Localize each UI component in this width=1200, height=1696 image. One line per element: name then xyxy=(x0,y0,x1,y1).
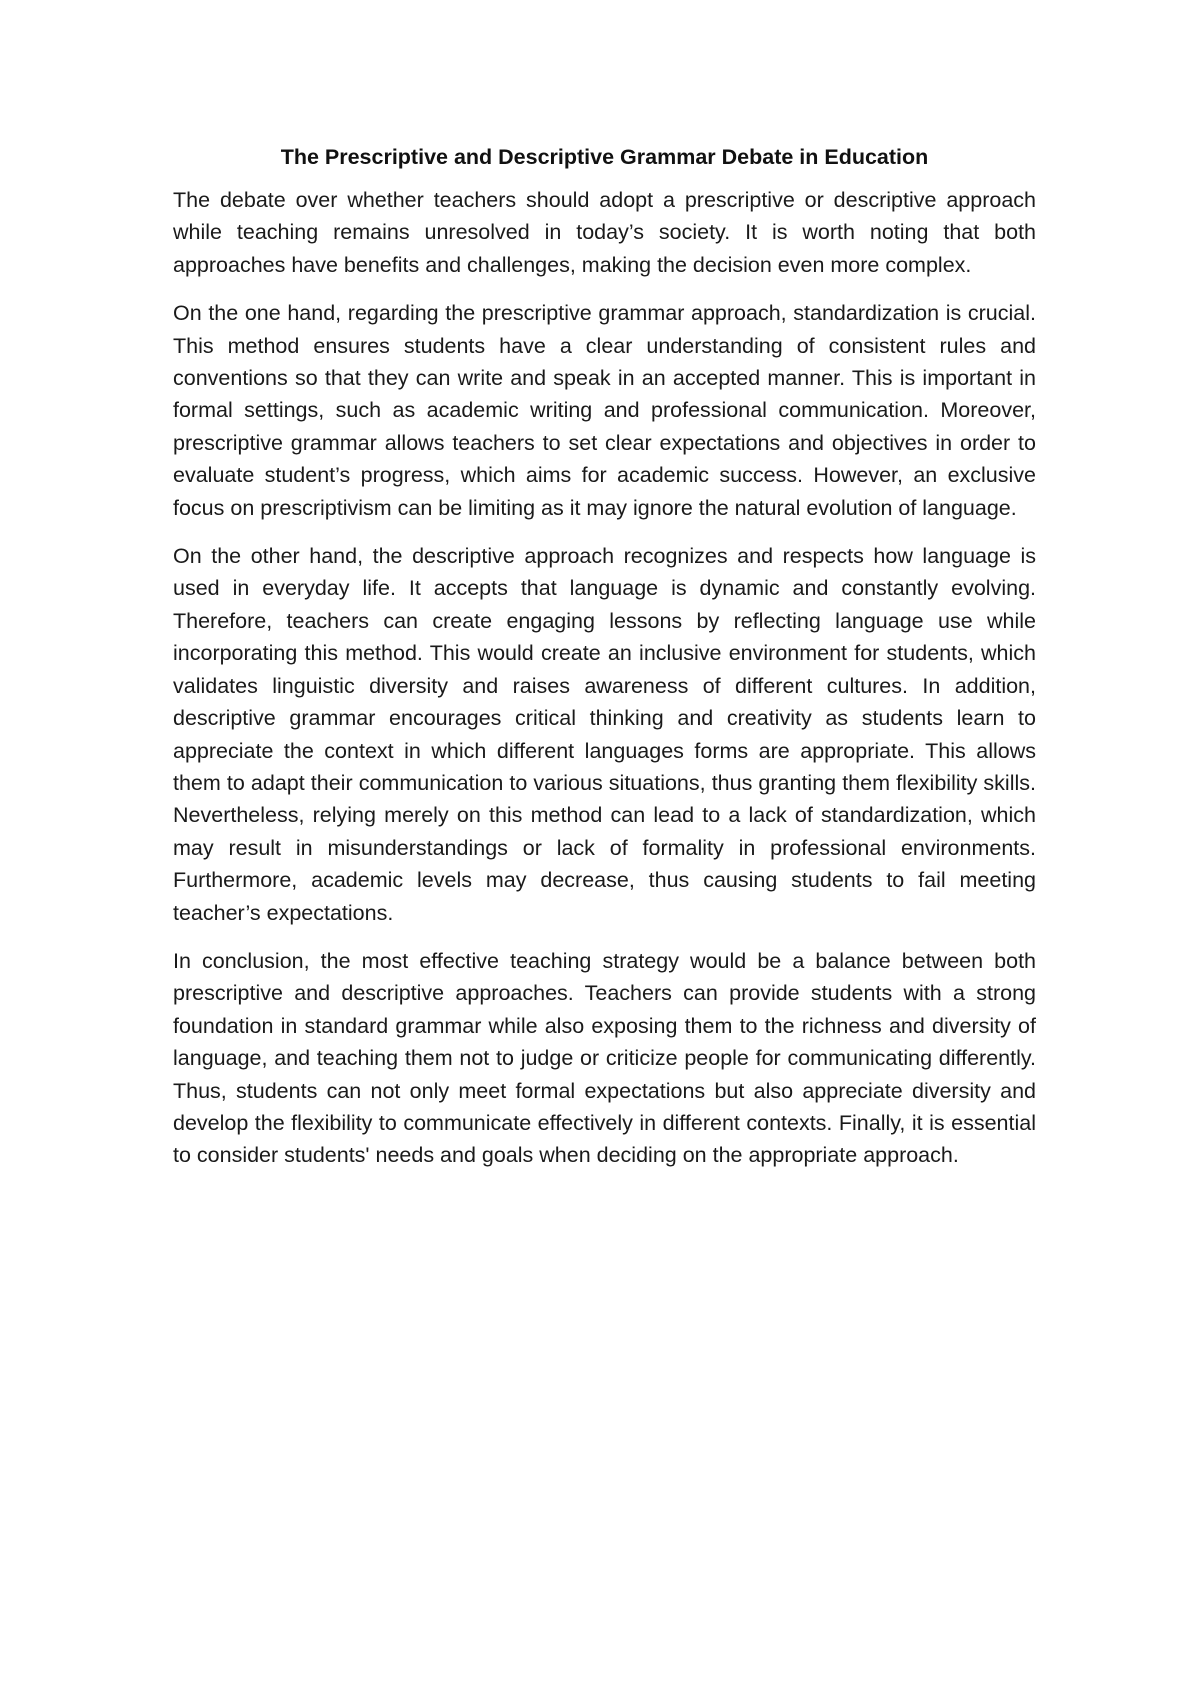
paragraph-introduction: The debate over whether teachers should adopt a prescriptive or descriptive approach while teaching remains unresolved in today’s society. It is worth noting that both approaches have benefits and challenges, making the decision even more complex. xyxy=(173,188,1036,277)
paragraph-prescriptive: On the one hand, regarding the prescriptive grammar approach, standardization is crucial. This method ensures students have a clear understanding of consistent rules and conventions so that they can write and speak in an accepted manner. This is important in formal settings, such as academic writing and professional communication. Moreover, prescriptive grammar allows teachers to set clear expectations and objectives in order to evaluate student’s progress, which aims for academic success. However, an exclusive focus on prescriptivism can be limiting as it may ignore the natural evolution of language. xyxy=(173,301,1036,520)
document-title: The Prescriptive and Descriptive Grammar Debate in Education xyxy=(280,145,929,169)
paragraph-descriptive: On the other hand, the descriptive approach recognizes and respects how language is used in everyday life. It accepts that language is dynamic and constantly evolving. Therefore, teachers can create engaging lessons by reflecting language use while incorporating this method. This would create an inclusive environment for students, which validates linguistic diversity and raises awareness of different cultures. In addition, descriptive grammar encourages critical thinking and creativity as students learn to appreciate the context in which different languages forms are appropriate. This allows them to adapt their communication to various situations, thus granting them flexibility skills. Nevertheless, relying merely on this method can lead to a lack of standardization, which may result in misunderstandings or lack of formality in professional environments. Furthermore, academic levels may decrease, thus causing students to fail meeting teacher’s expectations. xyxy=(173,544,1036,925)
document-body xyxy=(173,140,1036,1188)
paragraph-conclusion: In conclusion, the most effective teaching strategy would be a balance between both prescriptive and descriptive approaches. Teachers can provide students with a strong foundation in standard grammar while also exposing them to the richness and diversity of language, and teaching them not to judge or criticize people for communicating differently. Thus, students can not only meet formal expectations but also appreciate diversity and develop the flexibility to communicate effectively in different contexts. Finally, it is essential to consider students' needs and goals when deciding on the appropriate approach. xyxy=(173,948,1036,1168)
